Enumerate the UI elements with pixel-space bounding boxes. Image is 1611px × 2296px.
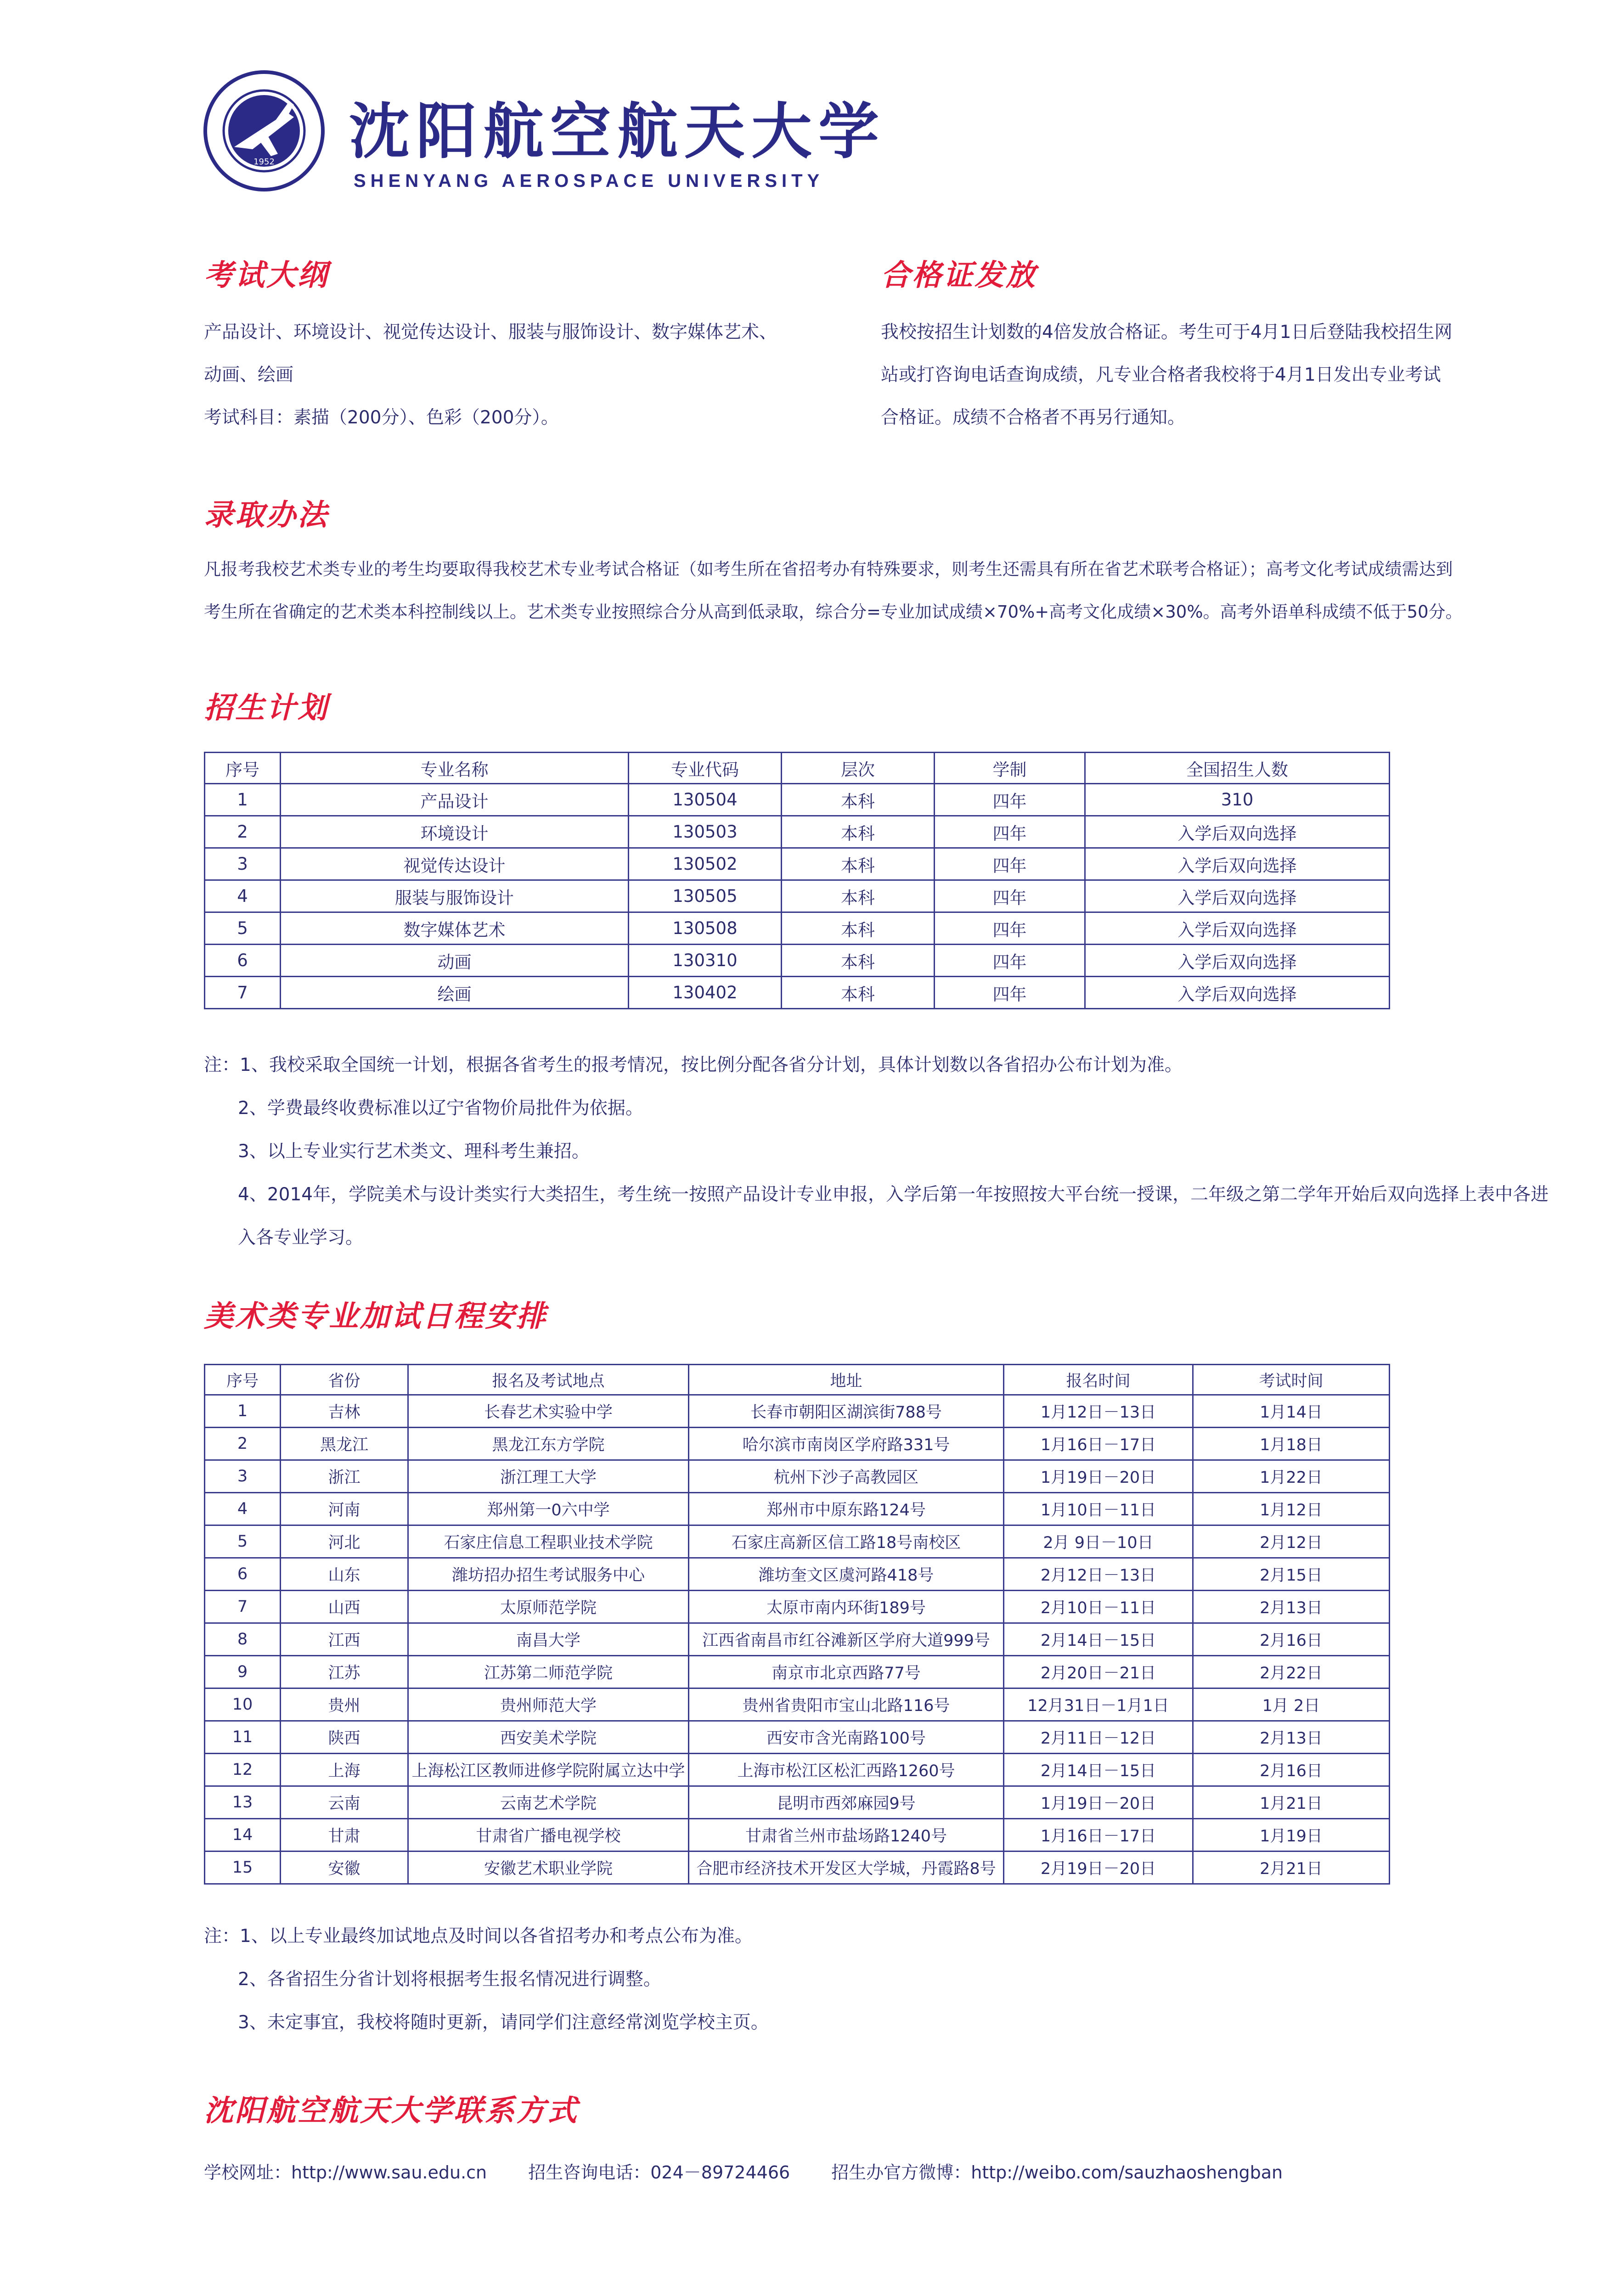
table-cell: 2月20日－21日 (1004, 1656, 1193, 1688)
table-cell: 石家庄信息工程职业技术学院 (408, 1525, 689, 1558)
table-cell: 6 (205, 945, 281, 977)
table-cell: 四年 (935, 912, 1085, 945)
admission-line: 考生所在省确定的艺术类本科控制线以上。艺术类专业按照综合分从高到低录取，综合分=专业加试成绩×70%+高考文化成绩×30%。高考外语单科成绩不低于50分。 (204, 602, 1463, 622)
table-row (205, 1558, 1390, 1591)
table-cell: 本科 (782, 848, 935, 880)
table-cell: 产品设计 (281, 784, 629, 816)
table-cell: 江西 (281, 1623, 408, 1656)
table-cell: 2月12日－13日 (1004, 1558, 1193, 1591)
table-cell: 郑州第一0六中学 (408, 1493, 689, 1525)
table-cell: 入学后双向选择 (1085, 816, 1390, 848)
table-cell: 1 (205, 1395, 281, 1428)
table-cell: 130310 (629, 945, 782, 977)
table-cell: 四年 (935, 816, 1085, 848)
table-cell: 入学后双向选择 (1085, 945, 1390, 977)
table-cell: 1月10日－11日 (1004, 1493, 1193, 1525)
table-cell: 云南 (281, 1786, 408, 1819)
plan-notes (204, 1044, 1549, 1260)
table-cell: 四年 (935, 784, 1085, 816)
table-cell: 四年 (935, 977, 1085, 1009)
certificate-text (881, 311, 1452, 439)
table-cell: 长春市朝阳区湖滨街788号 (689, 1395, 1004, 1428)
table-cell: 贵州省贵阳市宝山北路116号 (689, 1688, 1004, 1721)
table-cell: 郑州市中原东路124号 (689, 1493, 1004, 1525)
table-cell: 6 (205, 1558, 281, 1591)
table-row (205, 1428, 1390, 1460)
table-cell: 12 (205, 1754, 281, 1786)
certificate-line: 站或打咨询电话查询成绩，凡专业合格者我校将于4月1日发出专业考试 (881, 365, 1441, 385)
table-cell: 杭州下沙子高教园区 (689, 1460, 1004, 1493)
plan-title: 招生计划 (204, 691, 329, 725)
table-cell: 哈尔滨市南岗区学府路331号 (689, 1428, 1004, 1460)
syllabus-title: 考试大纲 (204, 259, 329, 293)
table-row (205, 1721, 1390, 1754)
table-cell: 昆明市西郊麻园9号 (689, 1786, 1004, 1819)
table-cell: 2月 9日－10日 (1004, 1525, 1193, 1558)
table-cell: 本科 (782, 880, 935, 912)
table-row (205, 1819, 1390, 1851)
table-cell: 3 (205, 1460, 281, 1493)
syllabus-text (204, 311, 777, 439)
table-cell: 5 (205, 912, 281, 945)
table-cell: 上海市松江区松汇西路1260号 (689, 1754, 1004, 1786)
table-cell: 入学后双向选择 (1085, 880, 1390, 912)
table-cell: 上海松江区教师进修学院附属立达中学 (408, 1754, 689, 1786)
table-cell: 130503 (629, 816, 782, 848)
university-name-en: SHENYANG AEROSPACE UNIVERSITY (354, 171, 824, 191)
school-website-link[interactable]: 学校网址：http://www.sau.edu.cn (204, 2162, 487, 2183)
schedule-header-row (205, 1365, 1390, 1395)
table-row (205, 912, 1390, 945)
plan-note: 注：1、我校采取全国统一计划，根据各省考生的报考情况，按比例分配各省分计划，具体计划数以各省招办公布计划为准。 (204, 1055, 1183, 1075)
table-cell: 130402 (629, 977, 782, 1009)
table-cell: 13 (205, 1786, 281, 1819)
table-cell: 2月19日－20日 (1004, 1851, 1193, 1884)
table-cell: 南昌大学 (408, 1623, 689, 1656)
schedule-header-cell: 省份 (281, 1365, 408, 1395)
table-cell: 山西 (281, 1591, 408, 1623)
university-seal-icon (202, 69, 326, 193)
schedule-note: 2、各省招生分省计划将根据考生报名情况进行调整。 (238, 1969, 661, 1990)
schedule-header-cell: 报名时间 (1004, 1365, 1193, 1395)
plan-note: 3、以上专业实行艺术类文、理科考生兼招。 (238, 1141, 590, 1162)
table-cell: 四年 (935, 945, 1085, 977)
plan-header-cell: 全国招生人数 (1085, 753, 1390, 784)
table-cell: 安徽 (281, 1851, 408, 1884)
table-cell: 1月 2日 (1193, 1688, 1390, 1721)
table-cell: 130502 (629, 848, 782, 880)
table-cell: 4 (205, 880, 281, 912)
table-cell: 云南艺术学院 (408, 1786, 689, 1819)
schedule-header-cell: 地址 (689, 1365, 1004, 1395)
table-cell: 本科 (782, 945, 935, 977)
table-cell: 1月18日 (1193, 1428, 1390, 1460)
plan-note: 2、学费最终收费标准以辽宁省物价局批件为依据。 (238, 1098, 643, 1119)
table-cell: 7 (205, 977, 281, 1009)
table-cell: 1月21日 (1193, 1786, 1390, 1819)
table-cell: 浙江理工大学 (408, 1460, 689, 1493)
table-cell: 2 (205, 816, 281, 848)
table-row (205, 1493, 1390, 1525)
table-cell: 2月16日 (1193, 1623, 1390, 1656)
table-cell: 2月15日 (1193, 1558, 1390, 1591)
table-cell: 本科 (782, 816, 935, 848)
table-cell: 3 (205, 848, 281, 880)
table-cell: 入学后双向选择 (1085, 912, 1390, 945)
table-cell: 2月13日 (1193, 1591, 1390, 1623)
plan-note: 4、2014年，学院美术与设计类实行大类招生，考生统一按照产品设计专业申报，入学后第一年按照按大平台统一授课，二年级之第二学年开始后双向选择上表中各进 (238, 1184, 1549, 1205)
plan-table (204, 752, 1390, 1009)
table-cell: 太原师范学院 (408, 1591, 689, 1623)
table-cell: 9 (205, 1656, 281, 1688)
table-cell: 环境设计 (281, 816, 629, 848)
table-cell: 安徽艺术职业学院 (408, 1851, 689, 1884)
table-cell: 12月31日－1月1日 (1004, 1688, 1193, 1721)
table-cell: 服装与服饰设计 (281, 880, 629, 912)
certificate-line: 我校按招生计划数的4倍发放合格证。考生可于4月1日后登陆我校招生网 (881, 322, 1453, 343)
table-row (205, 880, 1390, 912)
schedule-note: 注：1、以上专业最终加试地点及时间以各省招考办和考点公布为准。 (204, 1926, 753, 1947)
table-cell: 2 (205, 1428, 281, 1460)
admission-phone: 招生咨询电话：024－89724466 (528, 2162, 790, 2183)
table-cell: 130504 (629, 784, 782, 816)
schedule-header-cell: 序号 (205, 1365, 281, 1395)
official-weibo-link[interactable]: 招生办官方微博：http://weibo.com/sauzhaoshengban (831, 2162, 1283, 2183)
table-row (205, 1688, 1390, 1721)
table-cell: 1月12日 (1193, 1493, 1390, 1525)
table-cell: 本科 (782, 912, 935, 945)
schedule-title: 美术类专业加试日程安排 (204, 1300, 547, 1334)
plan-header-cell: 学制 (935, 753, 1085, 784)
plan-header-cell: 序号 (205, 753, 281, 784)
table-cell: 河北 (281, 1525, 408, 1558)
table-cell: 入学后双向选择 (1085, 848, 1390, 880)
table-cell: 贵州师范大学 (408, 1688, 689, 1721)
table-cell: 1月16日－17日 (1004, 1819, 1193, 1851)
syllabus-line: 产品设计、环境设计、视觉传达设计、服装与服饰设计、数字媒体艺术、 (204, 322, 777, 343)
table-cell: 吉林 (281, 1395, 408, 1428)
table-cell: 本科 (782, 977, 935, 1009)
table-cell: 江苏 (281, 1656, 408, 1688)
table-cell: 太原市南内环街189号 (689, 1591, 1004, 1623)
table-cell: 14 (205, 1819, 281, 1851)
table-row (205, 1460, 1390, 1493)
table-cell: 潍坊奎文区虞河路418号 (689, 1558, 1004, 1591)
table-cell: 四年 (935, 848, 1085, 880)
table-row (205, 848, 1390, 880)
admission-text (204, 548, 1463, 633)
table-cell: 1月22日 (1193, 1460, 1390, 1493)
table-row (205, 1656, 1390, 1688)
table-cell: 130508 (629, 912, 782, 945)
table-cell: 2月14日－15日 (1004, 1623, 1193, 1656)
table-cell: 10 (205, 1688, 281, 1721)
table-cell: 1月16日－17日 (1004, 1428, 1193, 1460)
plan-header-cell: 专业名称 (281, 753, 629, 784)
seal-year: 1952 (253, 157, 275, 167)
table-cell: 11 (205, 1721, 281, 1754)
table-cell: 310 (1085, 784, 1390, 816)
table-cell: 8 (205, 1623, 281, 1656)
table-cell: 动画 (281, 945, 629, 977)
table-cell: 陕西 (281, 1721, 408, 1754)
table-cell: 1月19日－20日 (1004, 1786, 1193, 1819)
table-cell: 长春艺术实验中学 (408, 1395, 689, 1428)
table-cell: 甘肃 (281, 1819, 408, 1851)
table-cell: 2月22日 (1193, 1656, 1390, 1688)
table-cell: 130505 (629, 880, 782, 912)
page-header (202, 69, 885, 207)
syllabus-line: 考试科目：素描（200分）、色彩（200分）。 (204, 407, 559, 428)
table-row (205, 1623, 1390, 1656)
table-cell: 潍坊招办招生考试服务中心 (408, 1558, 689, 1591)
table-cell: 2月13日 (1193, 1721, 1390, 1754)
table-cell: 入学后双向选择 (1085, 977, 1390, 1009)
table-cell: 1月14日 (1193, 1395, 1390, 1428)
plan-header-cell: 专业代码 (629, 753, 782, 784)
table-cell: 7 (205, 1591, 281, 1623)
table-cell: 江苏第二师范学院 (408, 1656, 689, 1688)
table-cell: 数字媒体艺术 (281, 912, 629, 945)
table-cell: 江西省南昌市红谷滩新区学府大道999号 (689, 1623, 1004, 1656)
table-cell: 黑龙江东方学院 (408, 1428, 689, 1460)
table-cell: 绘画 (281, 977, 629, 1009)
table-row (205, 816, 1390, 848)
table-row (205, 784, 1390, 816)
table-cell: 合肥市经济技术开发区大学城，丹霞路8号 (689, 1851, 1004, 1884)
table-cell: 15 (205, 1851, 281, 1884)
contact-title: 沈阳航空航天大学联系方式 (204, 2094, 579, 2128)
table-cell: 石家庄高新区信工路18号南校区 (689, 1525, 1004, 1558)
table-cell: 四年 (935, 880, 1085, 912)
table-cell: 1月19日－20日 (1004, 1460, 1193, 1493)
table-cell: 2月16日 (1193, 1754, 1390, 1786)
table-cell: 本科 (782, 784, 935, 816)
table-row (205, 977, 1390, 1009)
table-cell: 上海 (281, 1754, 408, 1786)
syllabus-line: 动画、绘画 (204, 365, 294, 385)
contact-info (204, 2158, 1318, 2183)
admission-title: 录取办法 (204, 498, 329, 532)
table-cell: 1 (205, 784, 281, 816)
table-cell: 2月11日－12日 (1004, 1721, 1193, 1754)
plan-header-cell: 层次 (782, 753, 935, 784)
table-cell: 西安市含光南路100号 (689, 1721, 1004, 1754)
table-cell: 南京市北京西路77号 (689, 1656, 1004, 1688)
certificate-line: 合格证。成绩不合格者不再另行通知。 (881, 407, 1186, 428)
table-cell: 4 (205, 1493, 281, 1525)
admission-line: 凡报考我校艺术类专业的考生均要取得我校艺术专业考试合格证（如考生所在省招考办有特殊要求，则考生还需具有所在省艺术联考合格证）；高考文化考试成绩需达到 (204, 559, 1453, 579)
table-cell: 2月21日 (1193, 1851, 1390, 1884)
table-row (205, 1786, 1390, 1819)
plan-note: 入各专业学习。 (238, 1227, 364, 1248)
university-name-cn: 沈阳航空航天大学 (349, 96, 885, 167)
table-cell: 河南 (281, 1493, 408, 1525)
schedule-header-cell: 报名及考试地点 (408, 1365, 689, 1395)
schedule-note: 3、未定事宜，我校将随时更新，请同学们注意经常浏览学校主页。 (238, 2012, 769, 2033)
table-row (205, 945, 1390, 977)
table-row (205, 1395, 1390, 1428)
table-cell: 黑龙江 (281, 1428, 408, 1460)
table-cell: 2月12日 (1193, 1525, 1390, 1558)
table-cell: 山东 (281, 1558, 408, 1591)
table-cell: 5 (205, 1525, 281, 1558)
table-cell: 浙江 (281, 1460, 408, 1493)
table-cell: 贵州 (281, 1688, 408, 1721)
table-cell: 西安美术学院 (408, 1721, 689, 1754)
certificate-title: 合格证发放 (881, 259, 1037, 293)
table-cell: 甘肃省广播电视学校 (408, 1819, 689, 1851)
table-cell: 1月19日 (1193, 1819, 1390, 1851)
schedule-table (204, 1364, 1390, 1885)
table-cell: 甘肃省兰州市盐场路1240号 (689, 1819, 1004, 1851)
table-cell: 1月12日－13日 (1004, 1395, 1193, 1428)
table-cell: 视觉传达设计 (281, 848, 629, 880)
table-cell: 2月10日－11日 (1004, 1591, 1193, 1623)
table-row (205, 1525, 1390, 1558)
schedule-header-cell: 考试时间 (1193, 1365, 1390, 1395)
schedule-notes (204, 1915, 769, 2044)
table-row (205, 1851, 1390, 1884)
table-row (205, 1591, 1390, 1623)
plan-header-row (205, 753, 1390, 784)
table-cell: 2月14日－15日 (1004, 1754, 1193, 1786)
table-row (205, 1754, 1390, 1786)
